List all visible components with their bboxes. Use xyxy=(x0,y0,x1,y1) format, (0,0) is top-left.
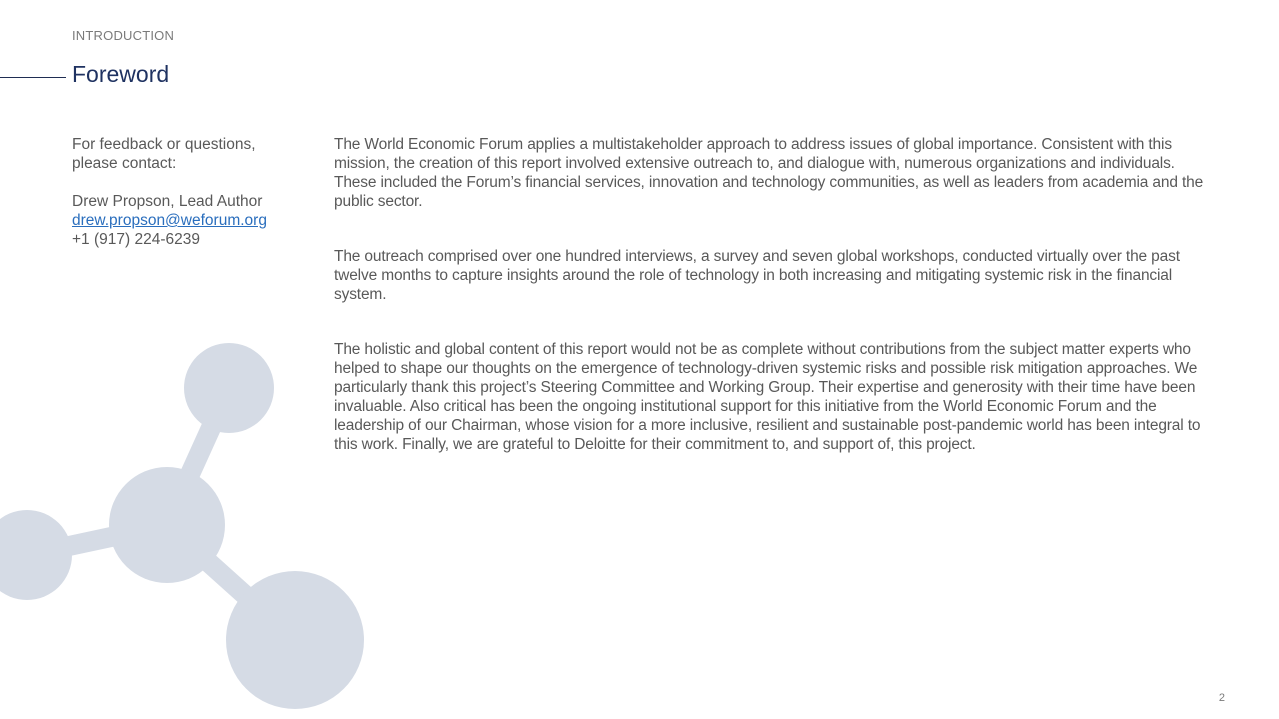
section-label: INTRODUCTION xyxy=(72,28,175,43)
body-paragraph: The holistic and global content of this report would not be as complete without contributions from the subject matter experts who helped to shape our thoughts on the emergence of technology-driven systemic risks and possible risk mitigation approaches. We particularly thank this project’s Steering Committee and Working Group. Their expertise and generosity with their time have been invaluable. Also critical has been the ongoing institutional support for this initiative from the World Economic Forum and the leadership of our Chairman, whose vision for a more inclusive, resilient and sustainable post-pandemic world has been integral to this work. Finally, we are grateful to Deloitte for their commitment to, and support of, this project. xyxy=(334,341,1201,453)
page-title: Foreword xyxy=(72,61,170,87)
molecule-network-icon xyxy=(0,330,380,719)
contact-phone: +1 (917) 224-6239 xyxy=(72,231,200,248)
title-rule xyxy=(0,77,66,78)
contact-intro: For feedback or questions, please contact: xyxy=(72,136,256,172)
body-paragraph: The outreach comprised over one hundred interviews, a survey and seven global workshops, conducted virtually over the past twelve months to capture insights around the role of technology in both increasing and mitigating systemic risk in the financial system. xyxy=(334,248,1180,303)
page-number: 2 xyxy=(1218,692,1225,704)
contact-block xyxy=(72,135,302,249)
body-paragraph: The World Economic Forum applies a multistakeholder approach to address issues of global importance. Consistent with this mission, the creation of this report involved extensive outreach to, and dialogue with, numerous organizations and individuals. These included the Forum’s financial services, innovation and technology communities, as well as leaders from academia and the public sector. xyxy=(334,136,1204,210)
contact-name: Drew Propson, Lead Author xyxy=(72,193,263,210)
contact-email-link[interactable]: drew.propson@weforum.org xyxy=(72,212,267,229)
foreword-body xyxy=(334,135,1206,490)
